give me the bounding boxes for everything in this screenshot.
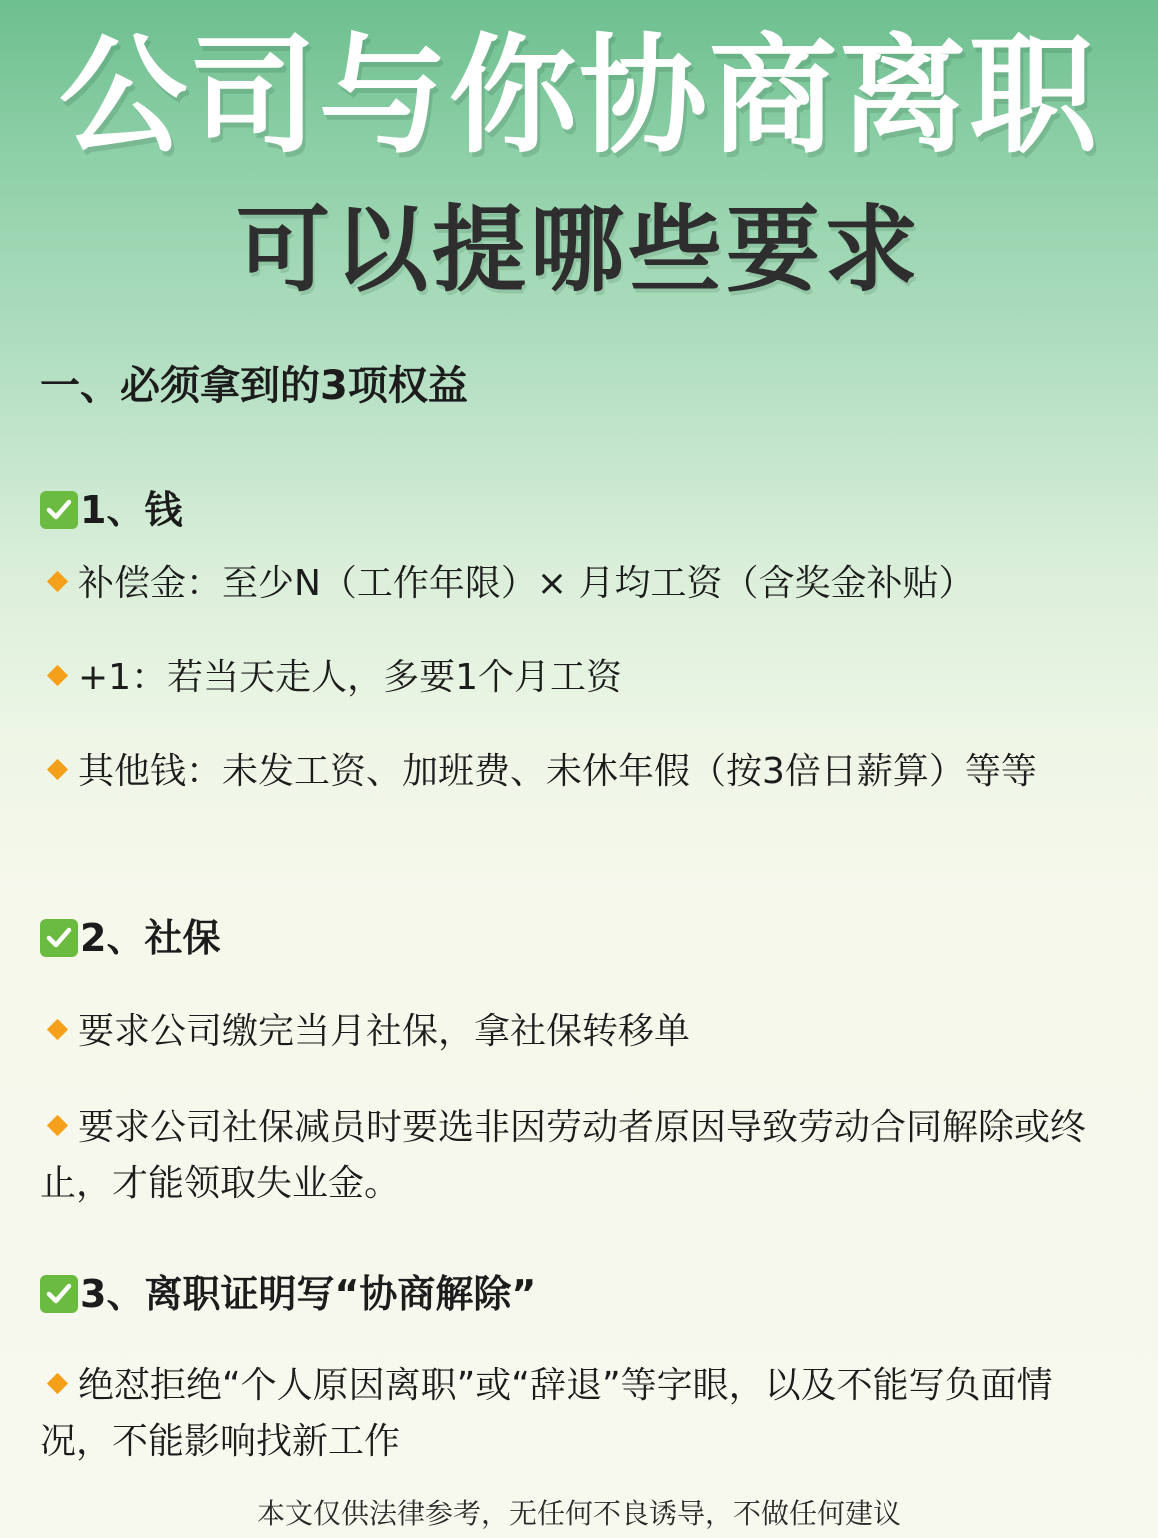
- item-heading-certificate: [40, 1268, 536, 1320]
- bullet-extra-month: [40, 650, 1120, 706]
- bullet-text: 要求公司社保减员时要选非因劳动者原因导致劳动合同解除或终止，才能领取失业金。: [40, 1107, 1087, 1204]
- orange-diamond-icon: [47, 1115, 68, 1136]
- check-mark-icon: [40, 1275, 78, 1313]
- orange-diamond-icon: [47, 1019, 68, 1040]
- disclaimer: 本文仅供法律参考，无任何不良诱导，不做任何建议: [256, 1497, 901, 1530]
- bullet-text: +1：若当天走人，多要1个月工资: [78, 657, 622, 698]
- orange-diamond-icon: [47, 571, 68, 592]
- bullet-unemployment: [40, 1100, 1120, 1212]
- item-heading-label: 3、离职证明写“协商解除”: [80, 1272, 537, 1316]
- bullet-certificate-wording: [40, 1358, 1120, 1470]
- item-heading-label: 1、钱: [80, 488, 183, 532]
- bullet-text: 绝怼拒绝“个人原因离职”或“辞退”等字眼，以及不能写负面情况，不能影响找新工作: [40, 1365, 1053, 1462]
- item-heading-label: 2、社保: [80, 916, 221, 960]
- item-heading-social-insurance: [40, 912, 220, 964]
- orange-diamond-icon: [47, 759, 68, 780]
- bullet-text: 其他钱：未发工资、加班费、未休年假（按3倍日薪算）等等: [78, 751, 1037, 792]
- section-heading: 一、必须拿到的3项权益: [40, 363, 468, 409]
- item-heading-money: [40, 484, 182, 536]
- check-mark-icon: [40, 919, 78, 957]
- check-mark-icon: [40, 491, 78, 529]
- page-title: 公司与你协商离职: [58, 22, 1099, 171]
- orange-diamond-icon: [47, 665, 68, 686]
- bullet-text: 补偿金：至少N（工作年限）× 月均工资（含奖金补贴）: [78, 563, 975, 604]
- bullet-text: 要求公司缴完当月社保，拿社保转移单: [78, 1011, 691, 1052]
- orange-diamond-icon: [47, 1373, 68, 1394]
- bullet-social-transfer: [40, 1004, 1120, 1060]
- page-subtitle: 可以提哪些要求: [235, 196, 922, 305]
- bullet-other-money: [40, 744, 1120, 800]
- bullet-compensation: [40, 556, 1120, 612]
